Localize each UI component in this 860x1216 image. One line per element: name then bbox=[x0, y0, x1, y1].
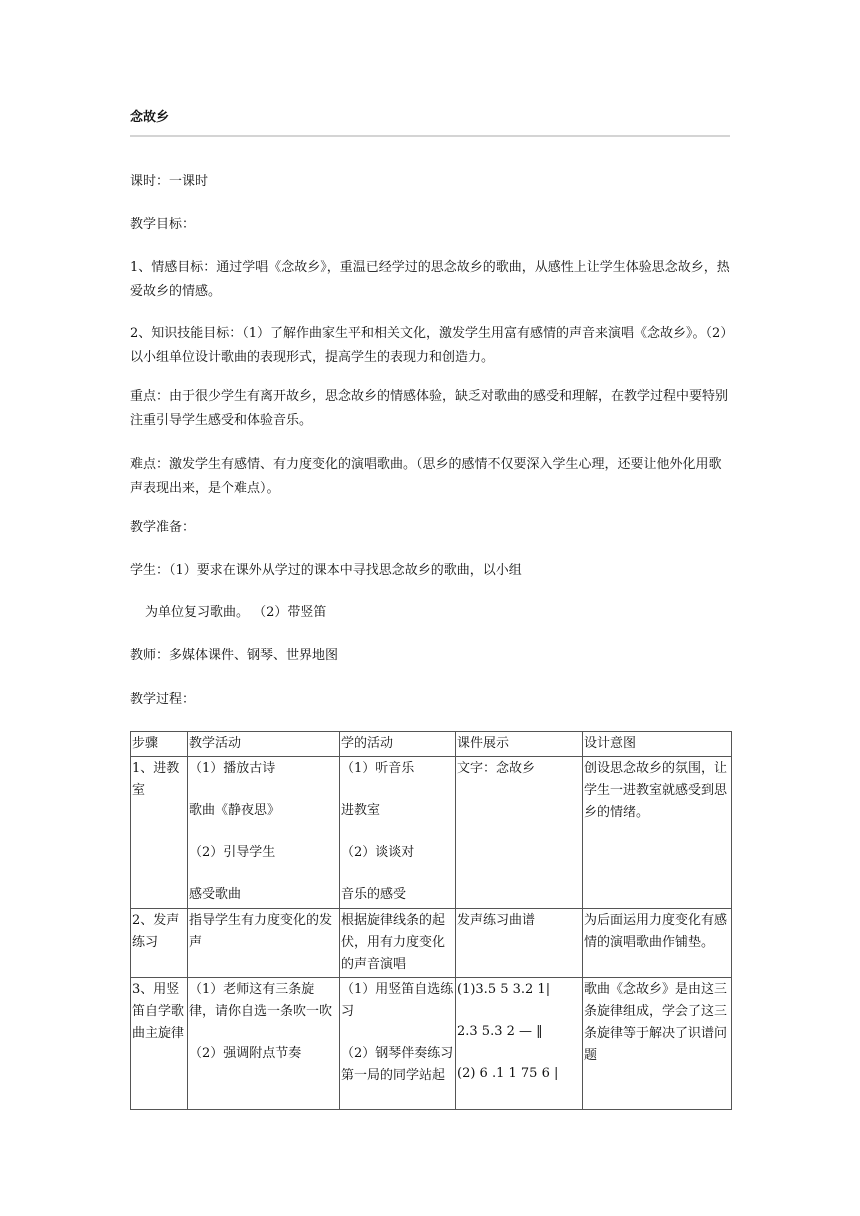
students-prep-line-2: 为单位复习歌曲。 （2）带竖笛 bbox=[145, 605, 327, 620]
table-header-row bbox=[131, 732, 732, 757]
title-divider bbox=[130, 135, 730, 137]
header-learning-activity: 学的活动 bbox=[340, 732, 456, 757]
row2-learning: 根据旋律线条的起伏，用有力度变化的声音演唱 bbox=[340, 909, 456, 978]
score-line: 2.3 5.3 2 — ‖ bbox=[457, 1024, 543, 1039]
row1-teach-line: 感受歌曲 bbox=[189, 887, 242, 902]
score-line: (2) 6 .1 1 75 6 | bbox=[457, 1066, 559, 1081]
prep-heading: 教学准备： bbox=[130, 520, 196, 535]
header-step: 步骤 bbox=[131, 732, 188, 757]
students-prep-line-1: 学生：（1）要求在课外从学过的课本中寻找思念故乡的歌曲，以小组 bbox=[130, 563, 522, 578]
key-point bbox=[130, 385, 730, 433]
row2-intent: 为后面运用力度变化有感情的演唱歌曲作铺垫。 bbox=[583, 909, 732, 978]
row3-teaching bbox=[188, 978, 340, 1110]
score-line: (1)3.5 5 3.2 1| bbox=[457, 982, 551, 997]
table-row bbox=[131, 978, 732, 1110]
objective-1-line-1: 1、情感目标：通过学唱《念故乡》，重温已经学过的思念故乡的歌曲，从感性上让学生体验思念故乡，热 bbox=[130, 260, 730, 275]
row1-intent: 创设思念故乡的氛围，让学生一进教室就感受到思乡的情绪。 bbox=[583, 757, 732, 909]
row3-courseware bbox=[456, 978, 583, 1110]
teacher-prep: 教师：多媒体课件、钢琴、世界地图 bbox=[130, 648, 339, 663]
row3-learn-part: （2）钢琴伴奏练习第一局的同学站起 bbox=[341, 1046, 454, 1083]
objective-1-line-2: 爱故乡的情感。 bbox=[130, 284, 222, 299]
difficulty-line-1: 难点：激发学生有感情、有力度变化的演唱歌曲。（思乡的感情不仅要深入学生心理，还要让他外化用歌 bbox=[130, 457, 722, 472]
row1-learn-line: 进教室 bbox=[341, 803, 381, 818]
objective-2-line-1: 2、知识技能目标：（1）了解作曲家生平和相关文化，激发学生用富有感情的声音来演唱《念故乡》。（2） bbox=[130, 326, 734, 341]
row2-courseware: 发声练习曲谱 bbox=[456, 909, 583, 978]
row2-step: 2、发声练习 bbox=[131, 909, 188, 978]
row3-intent: 歌曲《念故乡》是由这三条旋律组成，学会了这三条旋律等于解决了识谱问题 bbox=[583, 978, 732, 1110]
objective-1 bbox=[130, 256, 730, 304]
row1-learn-line: 音乐的感受 bbox=[341, 887, 407, 902]
row1-teaching bbox=[188, 757, 340, 909]
objective-2-line-2: 以小组单位设计歌曲的表现形式，提高学生的表现力和创造力。 bbox=[130, 350, 495, 365]
table-row bbox=[131, 909, 732, 978]
row3-step: 3、用竖笛自学歌曲主旋律 bbox=[131, 978, 188, 1110]
header-teaching-activity: 教学活动 bbox=[188, 732, 340, 757]
header-courseware: 课件展示 bbox=[456, 732, 583, 757]
difficulty-point bbox=[130, 453, 730, 501]
row3-learning bbox=[340, 978, 456, 1110]
row3-learn-part: （1）用竖笛自选练习 bbox=[341, 982, 454, 1019]
row1-teach-line: （2）引导学生 bbox=[189, 845, 276, 860]
class-hours: 课时：一课时 bbox=[130, 174, 209, 189]
objective-2 bbox=[130, 322, 734, 370]
key-point-line-2: 注重引导学生感受和体验音乐。 bbox=[130, 413, 313, 428]
row1-courseware: 文字：念故乡 bbox=[456, 757, 583, 909]
row3-teach-part: （1）老师这有三条旋律，请你自选一条吹一吹 bbox=[189, 982, 333, 1019]
row3-teach-part: （2）强调附点节奏 bbox=[189, 1046, 302, 1061]
difficulty-line-2: 声表现出来，是个难点）。 bbox=[130, 481, 280, 496]
lesson-process-table bbox=[130, 731, 732, 1110]
row1-step: 1、进教室 bbox=[131, 757, 188, 909]
header-design-intent: 设计意图 bbox=[583, 732, 732, 757]
process-heading: 教学过程： bbox=[130, 692, 196, 707]
row1-teach-line: 歌曲《静夜思》 bbox=[189, 803, 281, 818]
row1-learning bbox=[340, 757, 456, 909]
key-point-line-1: 重点：由于很少学生有离开故乡，思念故乡的情感体验，缺乏对歌曲的感受和理解，在教学过程中要特别 bbox=[130, 389, 729, 404]
row2-teaching: 指导学生有力度变化的发声 bbox=[188, 909, 340, 978]
table-row bbox=[131, 757, 732, 909]
document-title: 念故乡 bbox=[130, 110, 170, 125]
row1-teach-line: （1）播放古诗 bbox=[189, 761, 276, 776]
row1-learn-line: （2）谈谈对 bbox=[341, 845, 415, 860]
row1-learn-line: （1）听音乐 bbox=[341, 761, 415, 776]
objectives-heading: 教学目标： bbox=[130, 217, 196, 232]
